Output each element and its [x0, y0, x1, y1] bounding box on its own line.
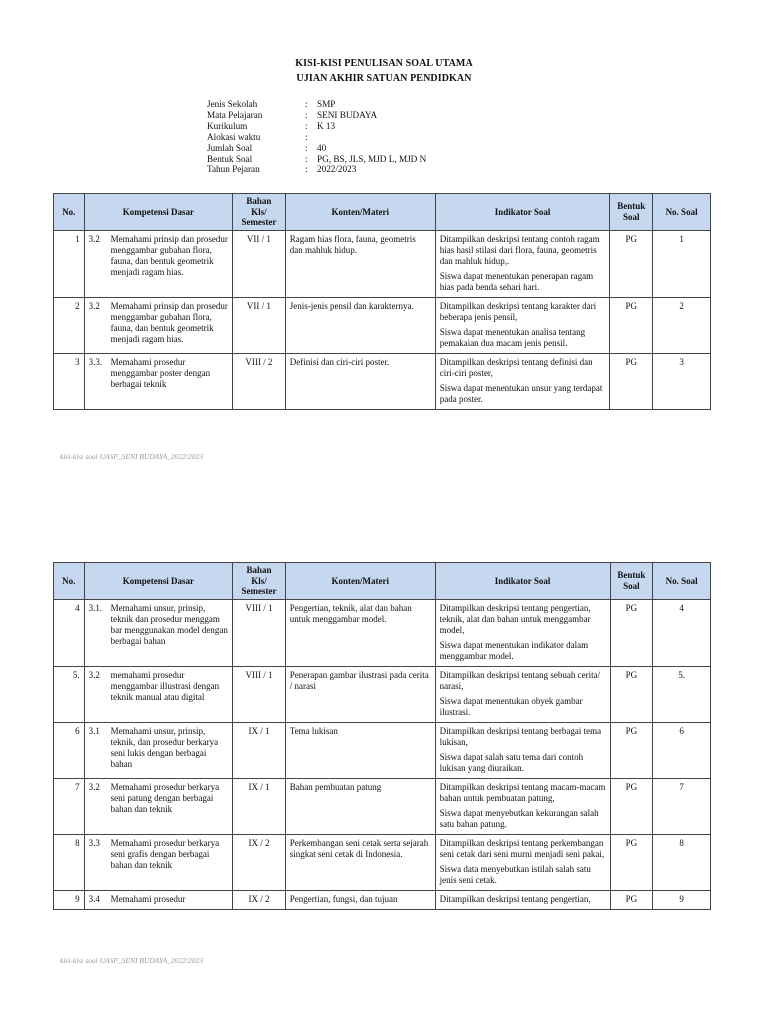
cell-no: 7	[54, 778, 85, 834]
document-title: KISI-KISI PENULISAN SOAL UTAMA	[295, 58, 473, 69]
identity-value: PG, BS, JLS, MJD L, MJD N	[317, 153, 427, 164]
cell-kls-semester: VII / 1	[233, 230, 286, 297]
cell-kompetensi	[84, 353, 233, 409]
identity-label: Jumlah Soal	[207, 142, 253, 153]
kompetensi-text: Memahami prinsip dan prosedur menggambar gubahan flora, fauna, dan bentuk geometrik menjadi ragam hias.	[110, 300, 228, 344]
identity-separator: :	[305, 164, 308, 175]
cell-kls-semester: VIII / 1	[233, 666, 286, 722]
cell-kompetensi	[84, 297, 233, 353]
header-semester: Semester	[241, 586, 277, 596]
cell-bentuk-soal: PG	[610, 353, 653, 409]
cell-bentuk-soal: PG	[610, 778, 653, 834]
cell-no-soal: 7	[653, 778, 711, 834]
indikator-task: Siswa dapat menentukan indikator dalam menggambar model.	[439, 639, 589, 661]
identity-separator: :	[305, 109, 308, 120]
cell-kls-semester: VIII / 1	[233, 599, 286, 666]
kompetensi-number: 3.2	[88, 233, 100, 244]
indikator-stimulus: Ditampilkan deskripsi tentang sebuah cerita/ narasi,	[439, 669, 601, 691]
table-row	[54, 666, 711, 722]
header-no-soal: No. Soal	[653, 194, 711, 231]
page-footer: kisi-kisi soal UASP_SENI BUDAYA_2022/2023	[60, 956, 204, 965]
cell-konten: Definisi dan ciri-ciri poster.	[285, 353, 435, 409]
cell-konten: Penerapan gambar ilustrasi pada cerita / narasi	[285, 666, 435, 722]
identity-label: Tahun Pejaran	[207, 164, 260, 175]
header-bentuk: Bentuk	[617, 570, 646, 581]
indikator-task: Siswa dapat menentukan analisa tentang pemakaian dua macam jenis pensil.	[439, 326, 586, 348]
kompetensi-number: 3.2	[88, 781, 100, 792]
header-bahan: Bahan	[246, 565, 272, 575]
identity-value: SMP	[317, 99, 336, 109]
indikator-stimulus: Ditampilkan deskripsi tentang macam-macam bahan untuk pembuatan patung,	[439, 781, 606, 803]
identity-block	[207, 99, 517, 175]
cell-indikator	[435, 230, 610, 297]
header-konten: Konten/Materi	[285, 563, 435, 600]
indikator-task: Siswa dapat menentukan unsur yang terdapat pada poster.	[439, 382, 603, 404]
header-no: No.	[54, 563, 85, 600]
table-header-row	[54, 194, 711, 231]
cell-indikator	[435, 722, 610, 778]
identity-label: Kurikulum	[207, 120, 248, 131]
identity-row	[207, 99, 517, 110]
document-subtitle: UJIAN AKHIR SATUAN PENDIDKAN	[296, 73, 472, 84]
cell-no: 2	[54, 297, 85, 353]
cell-no-soal: 2	[653, 297, 711, 353]
identity-label: Mata Pelajaran	[207, 109, 263, 120]
cell-kls-semester: VIII / 2	[233, 353, 286, 409]
cell-bentuk-soal: PG	[610, 722, 653, 778]
kompetensi-number: 3.4	[88, 893, 100, 904]
table-row	[54, 297, 711, 353]
header-kompetensi: Kompetensi Dasar	[84, 194, 233, 231]
cell-no-soal: 8	[653, 834, 711, 890]
cell-bentuk-soal: PG	[610, 297, 653, 353]
cell-kls-semester: IX / 1	[233, 722, 286, 778]
cell-no: 8	[54, 834, 85, 890]
header-soal: Soal	[623, 211, 640, 222]
identity-value	[317, 132, 517, 143]
identity-row	[207, 154, 517, 165]
identity-value: 2022/2023	[317, 164, 357, 175]
cell-indikator	[435, 778, 610, 834]
cell-no: 5.	[54, 666, 85, 722]
table-row	[54, 778, 711, 834]
header-kompetensi: Kompetensi Dasar	[84, 563, 233, 600]
cell-bentuk-soal: PG	[610, 230, 653, 297]
identity-row	[207, 164, 517, 175]
cell-indikator	[435, 353, 610, 409]
cell-konten: Tema lukisan	[285, 722, 435, 778]
cell-konten: Pengertian, teknik, alat dan bahan untuk menggambar model.	[285, 599, 435, 666]
identity-label: Bentuk Soal	[207, 153, 253, 164]
identity-separator: :	[305, 153, 308, 164]
header-kls: Kls/	[251, 575, 267, 586]
header-bahan-kls	[233, 563, 286, 600]
table-row	[54, 890, 711, 909]
table-row	[54, 834, 711, 890]
kompetensi-text: Memahami prosedur berkarya seni patung dengan berbagai bahan dan teknik	[110, 781, 220, 814]
cell-konten: Perkembangan seni cetak serta sejarah singkat seni cetak di Indonesia.	[285, 834, 435, 890]
cell-kompetensi	[84, 722, 233, 778]
identity-label: Alokasi waktu	[207, 131, 261, 142]
kompetensi-number: 3.3	[88, 837, 100, 848]
cell-no: 9	[54, 890, 85, 909]
indikator-stimulus: Ditampilkan deskripsi tentang definisi dan ciri-ciri poster,	[439, 356, 593, 378]
kompetensi-text: Memahami prosedur berkarya seni grafis dengan berbagai bahan dan teknik	[110, 837, 220, 870]
identity-value: 40	[317, 142, 327, 153]
cell-bentuk-soal: PG	[610, 666, 653, 722]
cell-no: 3	[54, 353, 85, 409]
identity-separator: :	[305, 120, 308, 131]
indikator-stimulus: Ditampilkan deskripsi tentang berbagai tema lukisan,	[439, 725, 602, 747]
table-row	[54, 722, 711, 778]
header-kls: Kls/	[251, 206, 267, 217]
kompetensi-text: Memahami unsur, prinsip, teknik, dan prosedur berkarya seni lukis dengan berbagai bahan	[110, 725, 219, 769]
cell-bentuk-soal: PG	[610, 834, 653, 890]
cell-konten: Bahan pembuatan patung	[285, 778, 435, 834]
cell-kls-semester: IX / 2	[233, 834, 286, 890]
header-bahan: Bahan	[246, 196, 272, 206]
header-bentuk-soal	[610, 194, 653, 231]
identity-label: Jenis Sekolah	[207, 99, 258, 109]
table-row	[54, 353, 711, 409]
cell-kompetensi	[84, 230, 233, 297]
cell-no-soal: 9	[653, 890, 711, 909]
page-footer: kisi-kisi soal UASP_SENI BUDAYA_2022/2023	[60, 452, 204, 461]
cell-kompetensi	[84, 778, 233, 834]
kompetensi-number: 3.1	[88, 725, 100, 736]
header-no-soal: No. Soal	[653, 563, 711, 600]
header-indikator: Indikator Soal	[435, 194, 610, 231]
cell-konten: Jenis-jenis pensil dan karakternya.	[285, 297, 435, 353]
kompetensi-number: 3.3.	[88, 356, 103, 367]
cell-no-soal: 3	[653, 353, 711, 409]
header-semester: Semester	[241, 217, 277, 227]
header-bentuk-soal	[610, 563, 653, 600]
indikator-task: Siswa dapat salah satu tema dari contoh lukisan yang diuraikan.	[439, 751, 584, 773]
header-soal: Soal	[623, 580, 640, 591]
indikator-task: Siswa dapat menentukan obyek gambar ilustrasi.	[439, 695, 583, 717]
cell-kls-semester: IX / 2	[233, 890, 286, 909]
indikator-stimulus: Ditampilkan deskripsi tentang perkembangan seni cetak dari seni murni menjadi seni pakai,	[439, 837, 605, 859]
cell-bentuk-soal: PG	[610, 599, 653, 666]
identity-row	[207, 132, 517, 143]
identity-separator: :	[305, 131, 308, 142]
table-row	[54, 599, 711, 666]
kompetensi-number: 3.2	[88, 300, 100, 311]
indikator-stimulus: Ditampilkan deskripsi tentang pengertian, teknik, alat dan bahan untuk menggambar model,	[439, 602, 591, 635]
header-bentuk: Bentuk	[617, 201, 646, 212]
cell-kls-semester: IX / 1	[233, 778, 286, 834]
cell-no-soal: 5.	[653, 666, 711, 722]
cell-konten: Pengertian, fungsi, dan tujuan	[285, 890, 435, 909]
table-header-row	[54, 563, 711, 600]
cell-kompetensi	[84, 666, 233, 722]
indikator-stimulus: Ditampilkan deskripsi tentang contoh ragam hias hasil stilasi dari flora, fauna, geometris dan mahluk hidup,.	[439, 233, 600, 266]
identity-value: K 13	[317, 120, 336, 131]
header-indikator: Indikator Soal	[435, 563, 610, 600]
cell-no: 4	[54, 599, 85, 666]
cell-bentuk-soal: PG	[610, 890, 653, 909]
indikator-task: Siswa dapat menentukan penerapan ragam hias pada benda sehari hari.	[439, 270, 594, 292]
kompetensi-text: Memahami prosedur menggambar poster dengan berbagai teknik	[110, 356, 211, 389]
cell-kls-semester: VII / 1	[233, 297, 286, 353]
cell-indikator	[435, 599, 610, 666]
kisi-table-1	[53, 193, 711, 410]
identity-separator: :	[305, 99, 308, 109]
identity-separator: :	[305, 142, 308, 153]
kompetensi-text: Memahami prinsip dan prosedur menggambar gubahan flora, fauna, dan bentuk geometrik menjadi ragam hias.	[110, 233, 228, 277]
kompetensi-text: Memahami unsur, prinsip, teknik dan prosedur menggam bar menggunakan model dengan berbagai bahan	[110, 602, 228, 646]
cell-konten: Ragam hias flora, fauna, geometris dan mahluk hidup.	[285, 230, 435, 297]
table-row	[54, 230, 711, 297]
identity-row	[207, 143, 517, 154]
header-no: No.	[54, 194, 85, 231]
identity-row	[207, 121, 517, 132]
kisi-table-2	[53, 562, 711, 910]
kompetensi-text: Memahami prosedur	[110, 893, 186, 904]
cell-kompetensi	[84, 599, 233, 666]
identity-value: SENI BUDAYA	[317, 109, 378, 120]
indikator-task: Siswa dapat menyebutkan kekurangan salah satu bahan patung.	[439, 807, 599, 829]
kompetensi-text: memahami prosedur menggambar illustrasi dengan teknik manual atau digital	[110, 669, 220, 702]
cell-indikator	[435, 666, 610, 722]
indikator-task: Siswa data menyebutkan istilah salah satu jenis seni cetak.	[439, 863, 591, 885]
cell-indikator	[435, 297, 610, 353]
cell-no-soal: 1	[653, 230, 711, 297]
cell-indikator	[435, 890, 610, 909]
header-bahan-kls	[233, 194, 286, 231]
cell-no: 1	[54, 230, 85, 297]
indikator-stimulus: Ditampilkan deskripsi tentang pengertian,	[439, 893, 591, 904]
cell-indikator	[435, 834, 610, 890]
cell-kompetensi	[84, 834, 233, 890]
kompetensi-number: 3.2	[88, 669, 100, 680]
kompetensi-number: 3.1.	[88, 602, 103, 613]
cell-no-soal: 4	[653, 599, 711, 666]
indikator-stimulus: Ditampilkan deskripsi tentang karakter dari beberapa jenis pensil,	[439, 300, 597, 322]
header-konten: Konten/Materi	[285, 194, 435, 231]
cell-no-soal: 6	[653, 722, 711, 778]
cell-kompetensi	[84, 890, 233, 909]
cell-no: 6	[54, 722, 85, 778]
identity-row	[207, 110, 517, 121]
